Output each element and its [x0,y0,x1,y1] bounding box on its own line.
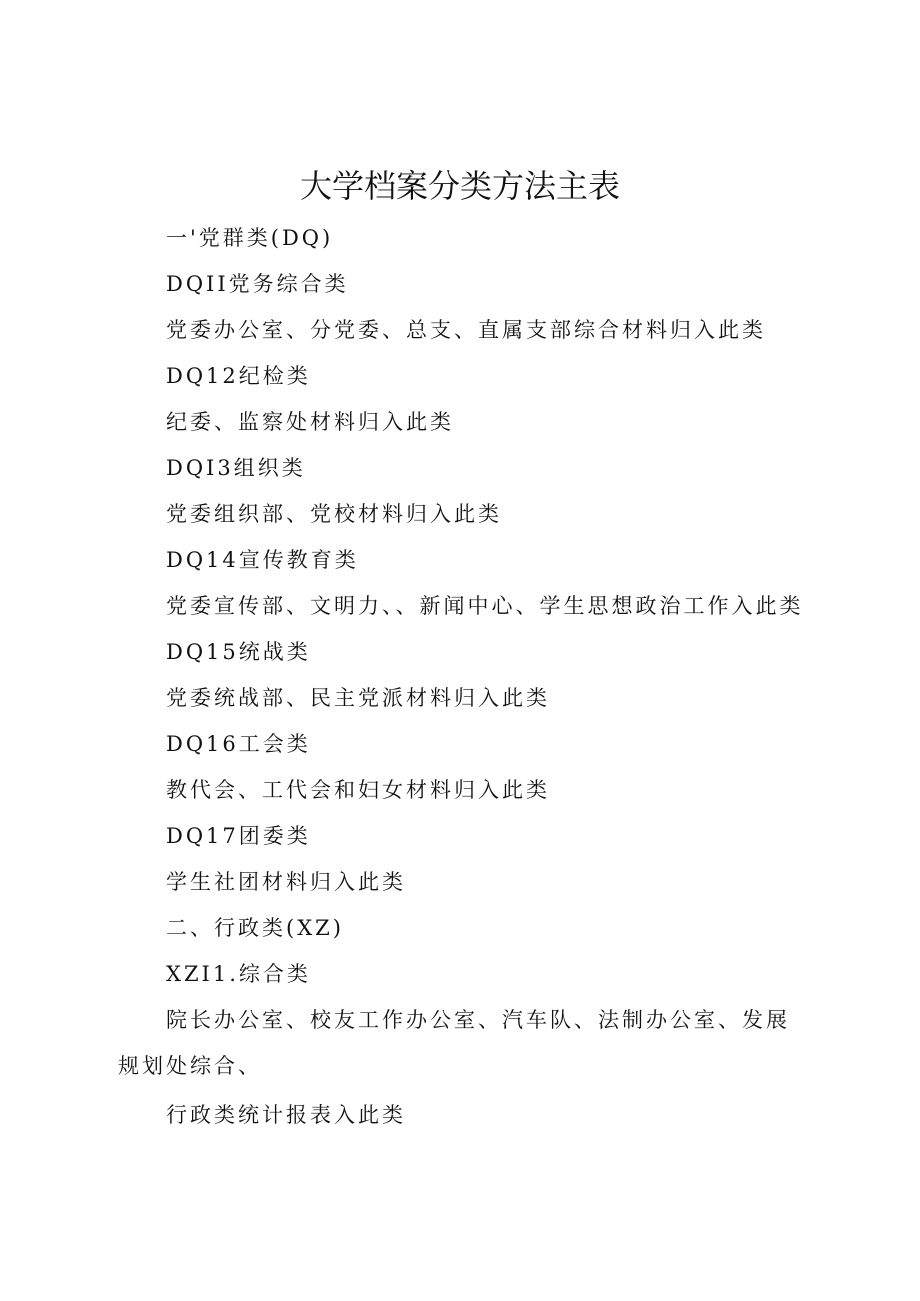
section-heading-party: 一'党群类(DQ) [166,226,334,250]
category-description: 学生社团材料归入此类 [166,870,406,894]
category-heading: DQ16工会类 [166,732,311,756]
document-title: 大学档案分类方法主表 [299,167,620,205]
category-heading: DQII党务综合类 [166,272,349,296]
category-description: 党委宣传部、文明力、、新闻中心、学生思想政治工作入此类 [166,594,804,618]
category-heading: XZI1.综合类 [166,962,311,986]
category-heading: DQI3组织类 [166,456,306,480]
category-description: 教代会、工代会和妇女材料归入此类 [166,778,550,802]
category-heading: DQ17团委类 [166,824,311,848]
category-description: 行政类统计报表入此类 [166,1103,406,1127]
category-description: 党委办公室、分党委、总支、直属支部综合材料归入此类 [166,318,766,342]
category-heading: DQ15统战类 [166,640,311,664]
category-description: 党委统战部、民主党派材料归入此类 [166,686,550,710]
category-description-wrapped: 院长办公室、校友工作办公室、汽车队、法制办公室、发展规划处综合、 [118,1008,790,1078]
category-description: 纪委、监察处材料归入此类 [166,410,454,434]
category-description: 党委组织部、党校材料归入此类 [166,502,502,526]
category-heading: DQ12纪检类 [166,364,311,388]
section-heading-admin: 二、行政类(XZ) [166,916,344,940]
category-heading: DQ14宣传教育类 [166,548,359,572]
